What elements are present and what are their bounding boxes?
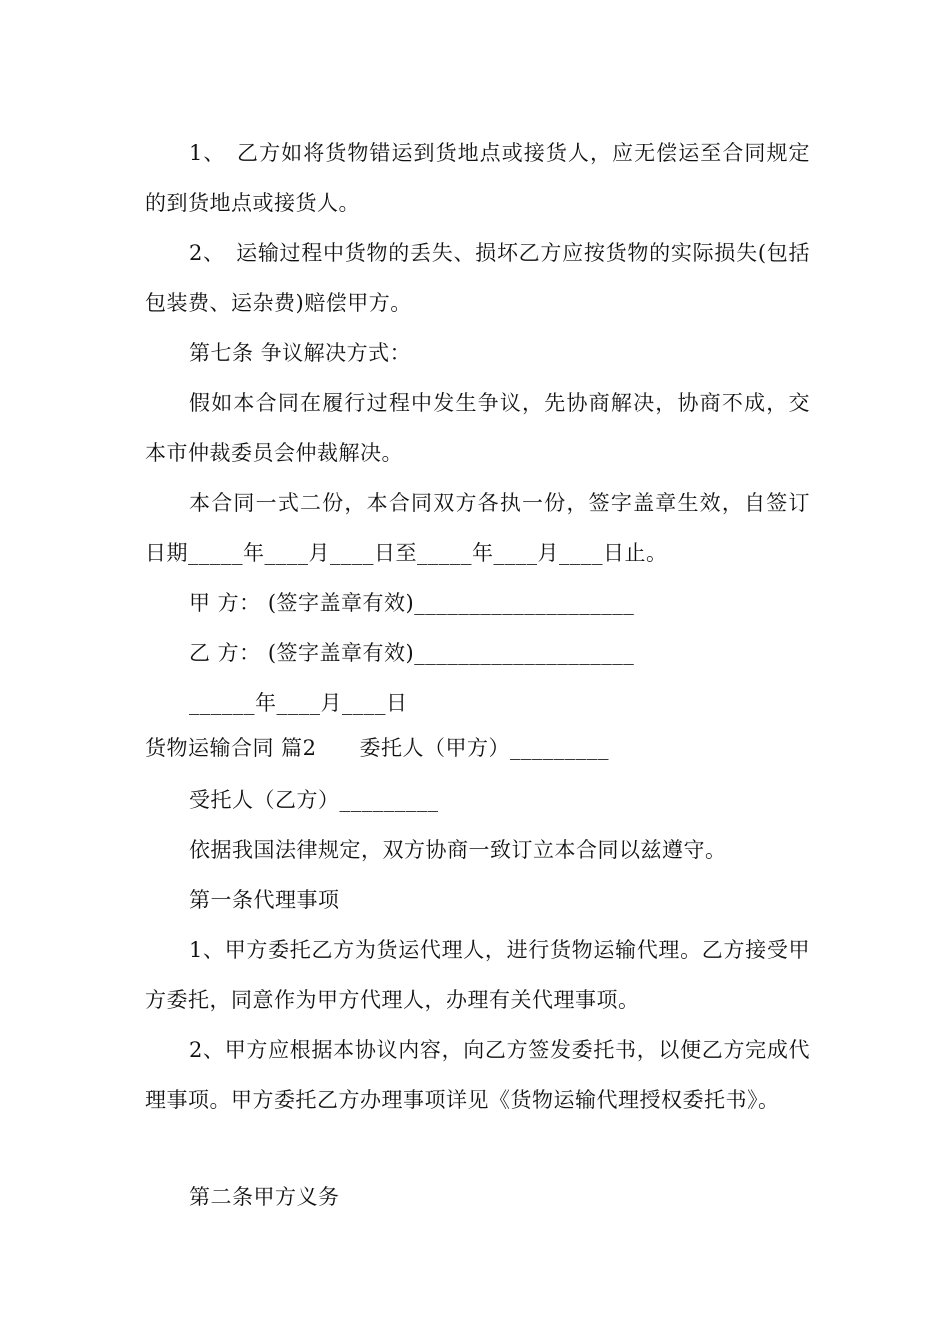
- paragraph-loss-damage: 2、 运输过程中货物的丢失、损坏乙方应按货物的实际损失(包括包装费、运杂费)赔偿甲方。: [145, 241, 810, 315]
- trustee-line: 受托人（乙方）_________: [189, 788, 439, 812]
- paragraph-power-of-attorney: 2、甲方应根据本协议内容，向乙方签发委托书，以便乙方完成代理事项。甲方委托乙方办理事项详见《货物运输代理授权委托书》。: [145, 1038, 810, 1112]
- article-seven-heading: 第七条 争议解决方式：: [189, 341, 412, 365]
- contract-two-heading: 货物运输合同 篇2 委托人（甲方）_________: [145, 736, 610, 760]
- paragraph-legal-basis: 依据我国法律规定，双方协商一致订立本合同以兹遵守。: [189, 838, 727, 862]
- signature-party-b: 乙 方： (签字盖章有效)____________________: [189, 641, 635, 665]
- paragraph-agency-appointment: 1、甲方委托乙方为货运代理人，进行货物运输代理。乙方接受甲方委托，同意作为甲方代理人，办理有关代理事项。: [145, 938, 810, 1012]
- signature-party-a: 甲 方： (签字盖章有效)____________________: [189, 591, 635, 615]
- signature-date: ______年____月____日: [189, 691, 408, 715]
- paragraph-copies-validity: 本合同一式二份，本合同双方各执一份，签字盖章生效，自签订日期_____年____月____日至_____年____月____日止。: [145, 491, 810, 565]
- article-two-heading: 第二条甲方义务: [189, 1185, 340, 1209]
- article-one-heading: 第一条代理事项: [189, 888, 340, 912]
- paragraph-misdelivery: 1、 乙方如将货物错运到货地点或接货人，应无偿运至合同规定的到货地点或接货人。: [145, 141, 810, 215]
- paragraph-dispute: 假如本合同在履行过程中发生争议，先协商解决，协商不成，交本市仲裁委员会仲裁解决。: [145, 391, 810, 465]
